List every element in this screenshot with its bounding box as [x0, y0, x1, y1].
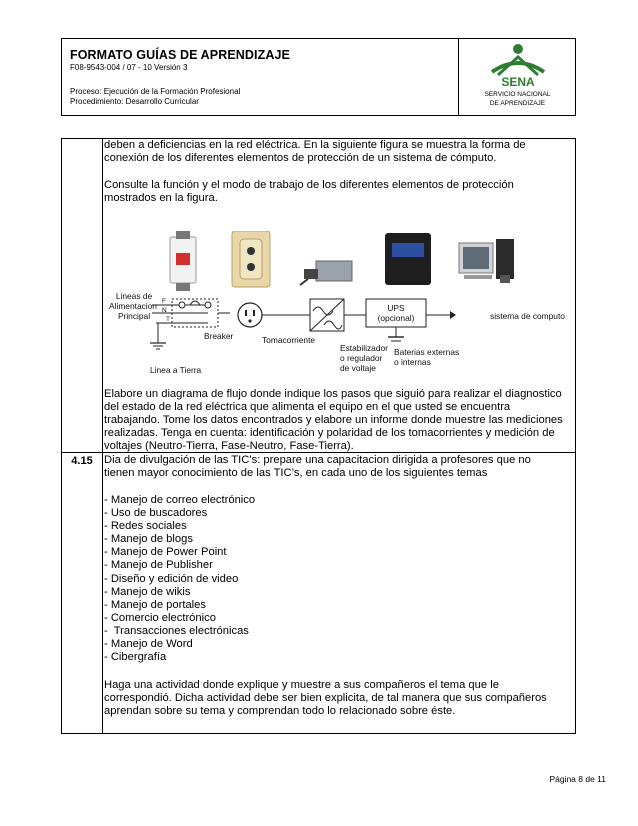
paragraph-5-line-3: aprendan sobre su tema y comprendan todo lo relacionado sobre éste. — [104, 705, 456, 717]
logo-subtitle-1: SERVICIO NACIONAL — [484, 91, 551, 98]
topic-item: - Cibergrafía — [104, 651, 167, 663]
computer-photo — [459, 239, 514, 283]
topic-item: - Redes sociales — [104, 520, 187, 532]
label-lineas-3: Principal — [117, 311, 151, 321]
topic-item: - Manejo de Publisher — [104, 559, 213, 571]
topic-item: - Manejo de portales — [104, 599, 206, 611]
paragraph-3-line-2: del estado de la red eléctrica que alimenta el equipo en el que usted se encuentra — [104, 401, 511, 413]
topic-item: - Manejo de Power Point — [104, 546, 227, 558]
paragraph-5-line-1: Haga una actividad donde explique y muestre a sus compañeros el tema que le — [104, 679, 499, 691]
topic-item: - Comercio electrónico — [104, 612, 216, 624]
paragraph-2-line-2: mostrados en la figura. — [104, 192, 218, 204]
item-number: 4.15 — [71, 455, 93, 467]
sena-logo-icon — [486, 42, 550, 90]
paragraph-3-line-4: realizadas. Tenga en cuenta: identificación y polaridad de los tomacorrientes y medición de — [104, 427, 555, 439]
topic-item: - Diseño y edición de video — [104, 573, 239, 585]
protection-diagram — [104, 231, 574, 379]
paragraph-1-line-1: deben a deficiencias en la red eléctrica. En la siguiente figura se muestra la forma de — [104, 139, 526, 151]
label-estabilizador-2: o regulador — [340, 353, 383, 363]
topic-item: - Manejo de correo electrónico — [104, 494, 256, 506]
diagram-graphics — [104, 231, 574, 379]
label-baterias-2: o internas — [394, 357, 431, 367]
label-estabilizador-3: de voltaje — [340, 363, 376, 373]
sena-logo — [459, 39, 576, 115]
form-title: FORMATO GUÍAS DE APRENDIZAJE — [70, 48, 290, 62]
topic-item: - Manejo de blogs — [104, 533, 193, 545]
paragraph-5-line-2: correspondió. Dicha actividad debe ser bien explicita, de tal manera que sus compañeros — [104, 692, 547, 704]
paragraph-3-line-3: trabajando. Tome los datos encontrados y elabore un informe donde muestre las mediciones — [104, 414, 563, 426]
activities-table — [61, 138, 576, 734]
label-tomacorriente: Tomacorriente — [262, 335, 316, 345]
document-header — [61, 38, 576, 116]
column-divider — [102, 139, 103, 733]
label-f: F — [162, 298, 166, 305]
label-baterias-1: Baterias externas — [394, 347, 460, 357]
topic-item: - Transacciones electrónicas — [104, 625, 249, 637]
label-lineas-1: Lineas de — [115, 291, 153, 301]
paragraph-2-line-1: Consulte la función y el modo de trabajo de los diferentes elementos de protección — [104, 179, 514, 191]
logo-subtitle-2: DE APRENDIZAJE — [489, 100, 546, 107]
paragraph-1-line-2: conexión de los diferentes elementos de protección de un sistema de cómputo. — [104, 152, 497, 164]
topic-item: - Uso de buscadores — [104, 507, 208, 519]
label-t: T — [166, 316, 170, 323]
logo-text: SENA — [501, 75, 535, 89]
paragraph-3-line-5: voltajes (Neutro-Tierra, Fase-Neutro, Fase-Tierra). — [104, 440, 354, 452]
form-code: F08-9543-004 / 07 - 10 Versión 3 — [70, 63, 188, 72]
label-linea-tierra: Linea a Tierra — [150, 365, 202, 375]
label-ups-2: (opcional) — [377, 313, 415, 323]
label-ups-1: UPS — [387, 303, 405, 313]
stabilizer-photo — [300, 261, 352, 285]
label-estabilizador-1: Estabilizador — [340, 343, 388, 353]
label-sistema: sistema de computo — [490, 311, 565, 321]
label-lineas-2: Alimentacion — [109, 301, 157, 311]
topic-item: - Manejo de wikis — [104, 586, 191, 598]
label-breaker: Breaker — [204, 331, 234, 341]
ups-photo — [385, 233, 431, 285]
process-label: Proceso: Ejecución de la Formación Profesional — [70, 87, 241, 96]
page-number: Página 8 de 11 — [549, 774, 606, 784]
paragraph-4-line-1: Dia de divulgación de las TIC’s: prepare una capacitacion dirigida a profesores que no — [104, 454, 531, 466]
breaker-photo — [170, 231, 196, 291]
paragraph-3-line-1: Elabore un diagrama de flujo donde indique los pasos que siguió para realizar el diagnostico — [104, 388, 562, 400]
outlet-photo — [232, 231, 270, 287]
paragraph-4-line-2: tienen mayor conocimiento de las TIC’s, en cada uno de los siguientes temas — [104, 467, 488, 479]
topic-item: - Manejo de Word — [104, 638, 193, 650]
label-n: N — [162, 307, 167, 314]
procedure-label: Procedimiento: Desarrollo Curricular — [70, 97, 199, 106]
